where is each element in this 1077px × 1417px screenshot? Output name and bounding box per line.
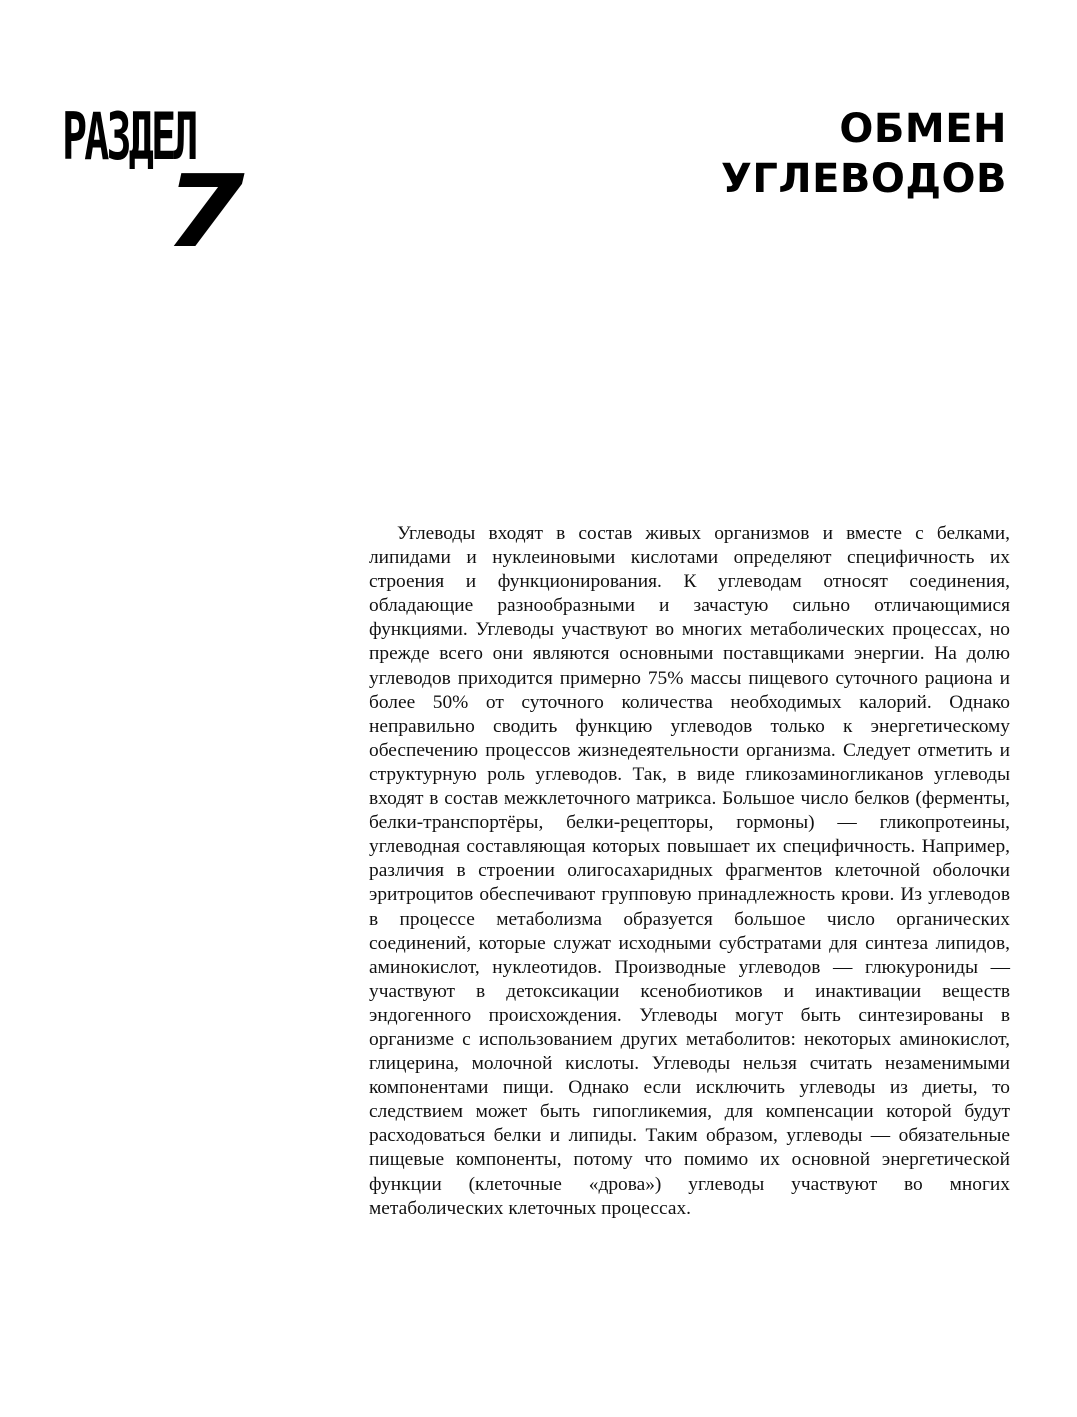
chapter-title-line-1: ОБМЕН: [839, 106, 1007, 152]
chapter-title-line-2: УГЛЕВОДОВ: [721, 156, 1007, 202]
section-number: 7: [164, 153, 245, 270]
section-label: [62, 98, 245, 270]
intro-paragraph: Углеводы входят в состав живых организмов и вместе с белками, липидами и нуклеиновыми кислотами определяют специфичность их строения и функционирования. К углеводам относят соединения, обладающие разнообразными и зачастую сильно отличающимися функциями. Углеводы участвуют во многих метаболических процессах, но прежде всего они являются основными поставщиками энергии. На долю углеводов приходится примерно 75% массы пищевого суточного рациона и более 50% от суточного количества необходимых калорий. Однако неправильно сводить функцию углеводов только к энергетическому обеспечению процессов жизнедеятельности организма. Следует отметить и структурную роль углеводов. Так, в виде гликозаминогликанов углеводы входят в состав межклеточного матрикса. Большое число белков (ферменты, белки-транспортёры, белки-рецепторы, гормоны) — гликопротеины, углеводная составляющая которых повышает их специфичность. Например, различия в строении олигосахаридных фрагментов клеточной оболочки эритроцитов обеспечивают групповую принадлежность крови. Из углеводов в процессе метаболизма образуется большое число органических соединений, которые служат исходными субстратами для синтеза липидов, аминокислот, нуклеотидов. Производные углеводов — глюкурониды — участвуют в детоксикации ксенобиотиков и инактивации веществ эндогенного происхождения. Углеводы могут быть синтезированы в организме с использованием других метаболитов: некоторых аминокислот, глицерина, молочной кислоты. Углеводы нельзя считать незаменимыми компонентами пищи. Однако если исключить углеводы из диеты, то следствием может быть гипогликемия, для компенсации которой будут расходоваться белки и липиды. Таким образом, углеводы — обязательные пищевые компоненты, потому что помимо их основной энергетической функции (клеточные «дрова») углеводы участвуют во многих метаболических клеточных процессах.: [369, 523, 1010, 1219]
section-word: РАЗДЕЛ: [62, 98, 196, 175]
chapter-title: [721, 104, 1007, 204]
